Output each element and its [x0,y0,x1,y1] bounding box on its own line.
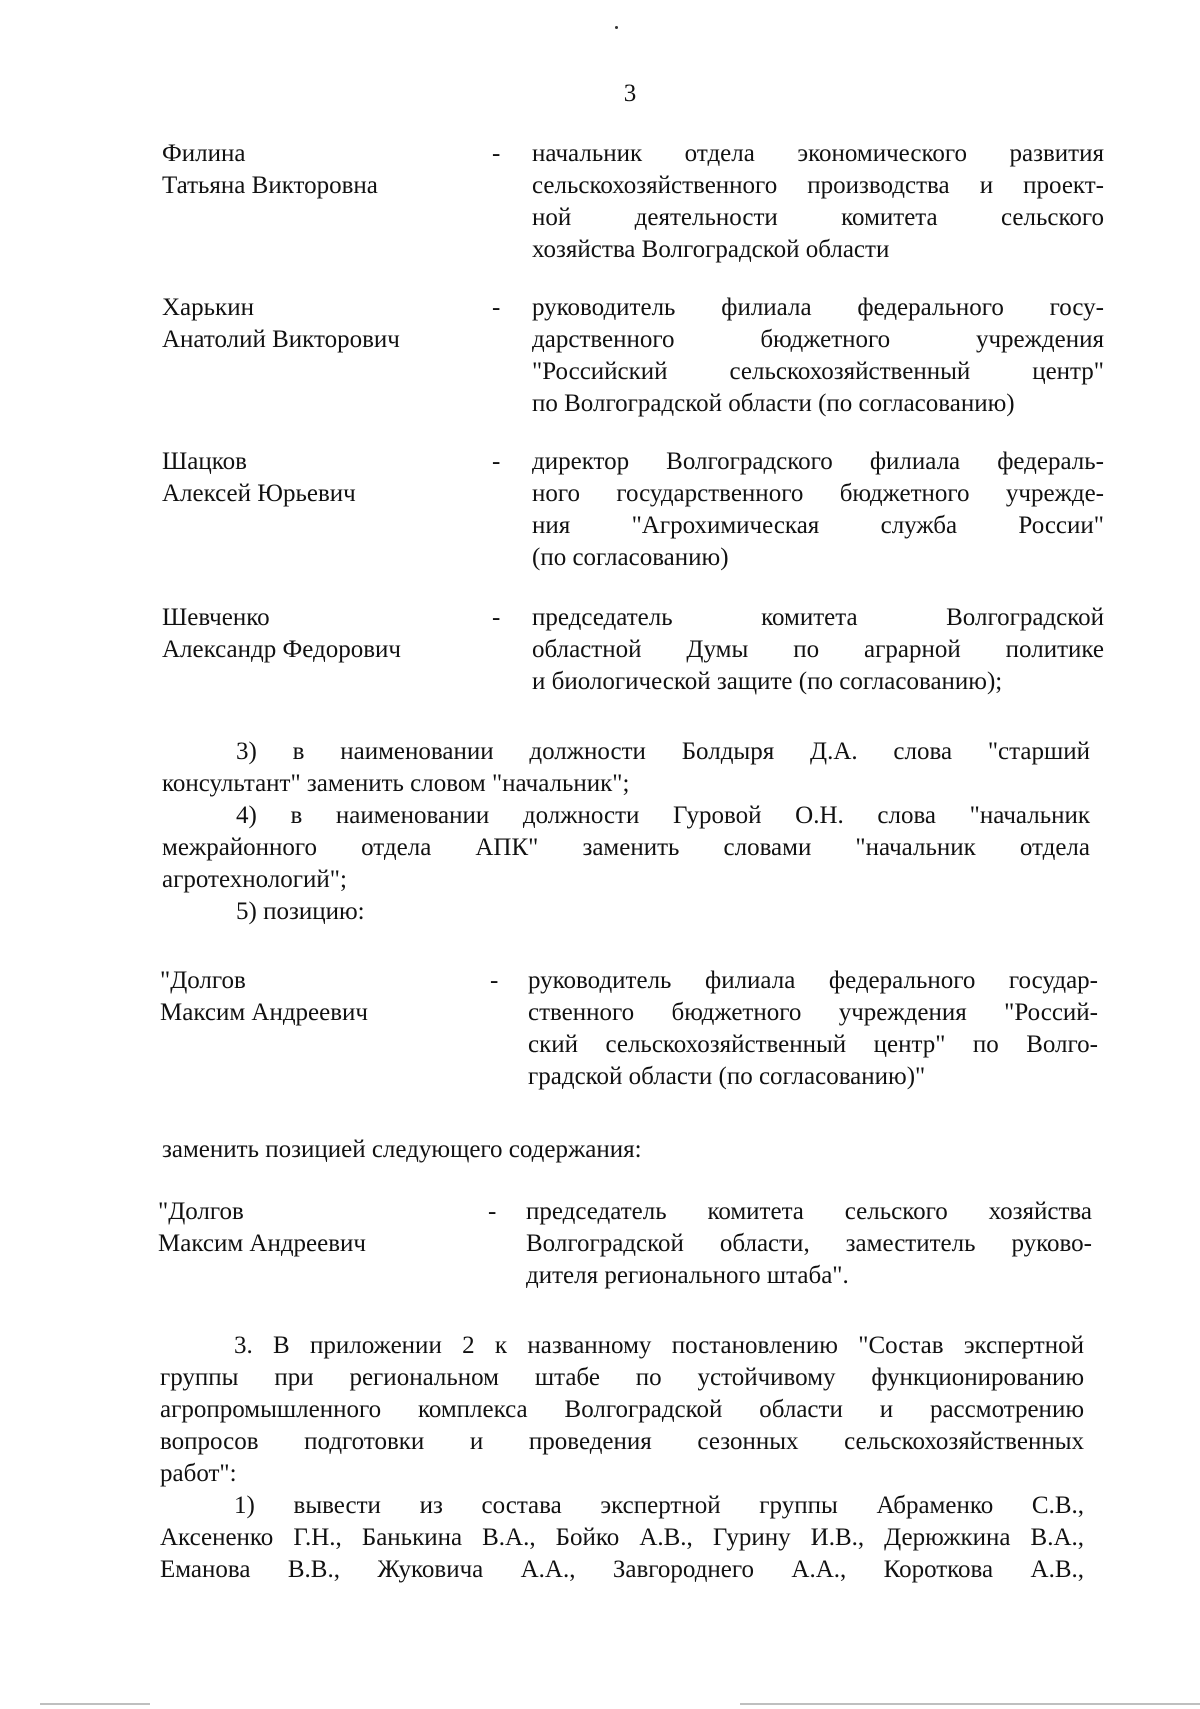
entry-dash: - [492,604,501,631]
entry-dash: - [490,967,499,994]
member-position [532,138,1104,266]
entry-dash: - [492,294,501,321]
position-line: председатель комитета Волгоградской [532,604,1104,631]
paragraph-line: 5) позицию: [236,898,365,925]
position-line: руководитель филиала федерального государ- [528,967,1098,994]
member-position [526,1196,1092,1292]
member-position [532,446,1104,574]
position-line: ной деятельности комитета сельского [532,204,1104,231]
position-line: ного государственного бюджетного учрежде- [532,480,1104,507]
scan-artifact [40,1703,150,1705]
paragraph-line: заменить позицией следующего содержания: [162,1136,642,1163]
section-3 [160,1330,1084,1490]
section-3-item-1 [160,1490,1084,1586]
paragraph-line: 1) вывести из состава экспертной группы Абраменко С.В., [234,1492,1084,1519]
member-name [162,602,482,666]
member-surname: Филина [162,140,246,167]
paragraph-line: Еманова В.В., Жуковича А.А., Завгороднего А.А., Короткова А.В., [160,1556,1084,1583]
member-given-names: Алексей Юрьевич [162,480,356,507]
position-line: хозяйства Волгоградской области [532,236,890,263]
member-name [160,965,480,1029]
paragraph-line: агротехнологий"; [162,866,347,893]
position-line: ственного бюджетного учреждения "Россий- [528,999,1098,1026]
position-line: областной Думы по аграрной политике [532,636,1104,663]
amendment-item-3 [162,736,1090,800]
member-position [528,965,1098,1093]
position-line: Волгоградской области, заместитель руково- [526,1230,1092,1257]
member-name [162,446,482,510]
member-name [162,292,482,356]
member-surname: "Долгов [160,967,246,994]
member-given-names: Анатолий Викторович [162,326,400,353]
position-line: председатель комитета сельского хозяйства [526,1198,1092,1225]
paragraph-line: вопросов подготовки и проведения сезонных сельскохозяйственных [160,1428,1084,1455]
position-line: дителя регионального штаба". [526,1262,849,1289]
paragraph-line: 3. В приложении 2 к названному постановлению "Состав экспертной [234,1332,1084,1359]
entry-dash: - [492,448,501,475]
member-surname: Шацков [162,448,247,475]
paragraph-line: работ": [160,1460,237,1487]
position-line: "Российский сельскохозяйственный центр" [532,358,1104,385]
position-line: сельскохозяйственного производства и проект- [532,172,1104,199]
member-given-names: Александр Федорович [162,636,401,663]
amendment-item-4 [162,800,1090,896]
paragraph-line: группы при региональном штабе по устойчивому функционированию [160,1364,1084,1391]
member-position [532,602,1104,698]
position-line: градской области (по согласованию)" [528,1063,926,1090]
page-number: 3 [623,80,637,107]
position-line: и биологической защите (по согласованию); [532,668,1003,695]
member-given-names: Максим Андреевич [160,999,368,1026]
member-given-names: Татьяна Викторовна [162,172,378,199]
member-surname: Шевченко [162,604,270,631]
position-line: ния "Агрохимическая служба России" [532,512,1104,539]
entry-dash: - [492,140,501,167]
member-position [532,292,1104,420]
amendment-item-5 [162,896,1090,928]
member-given-names: Максим Андреевич [158,1230,366,1257]
paragraph-line: агропромышленного комплекса Волгоградской области и рассмотрению [160,1396,1084,1423]
paragraph-line: консультант" заменить словом "начальник"; [162,770,630,797]
scan-dot [615,26,618,29]
member-surname: "Долгов [158,1198,244,1225]
position-line: директор Волгоградского филиала федераль- [532,448,1104,475]
position-line: (по согласованию) [532,544,729,571]
paragraph-line: 3) в наименовании должности Болдыря Д.А. слова "старший [236,738,1090,765]
member-name [158,1196,478,1260]
position-line: дарственного бюджетного учреждения [532,326,1104,353]
scan-artifact [740,1703,1200,1705]
entry-dash: - [488,1198,497,1225]
paragraph-line: Аксененко Г.Н., Банькина В.А., Бойко А.В., Гурину И.В., Дерюжкина В.А., [160,1524,1084,1551]
position-line: по Волгоградской области (по согласованию) [532,390,1015,417]
paragraph-line: межрайонного отдела АПК" заменить словами "начальник отдела [162,834,1090,861]
replace-instruction [162,1134,1090,1166]
position-line: ский сельскохозяйственный центр" по Волго- [528,1031,1098,1058]
position-line: начальник отдела экономического развития [532,140,1104,167]
member-name [162,138,482,202]
member-surname: Харькин [162,294,254,321]
paragraph-line: 4) в наименовании должности Гуровой О.Н. слова "начальник [236,802,1090,829]
position-line: руководитель филиала федерального госу- [532,294,1104,321]
